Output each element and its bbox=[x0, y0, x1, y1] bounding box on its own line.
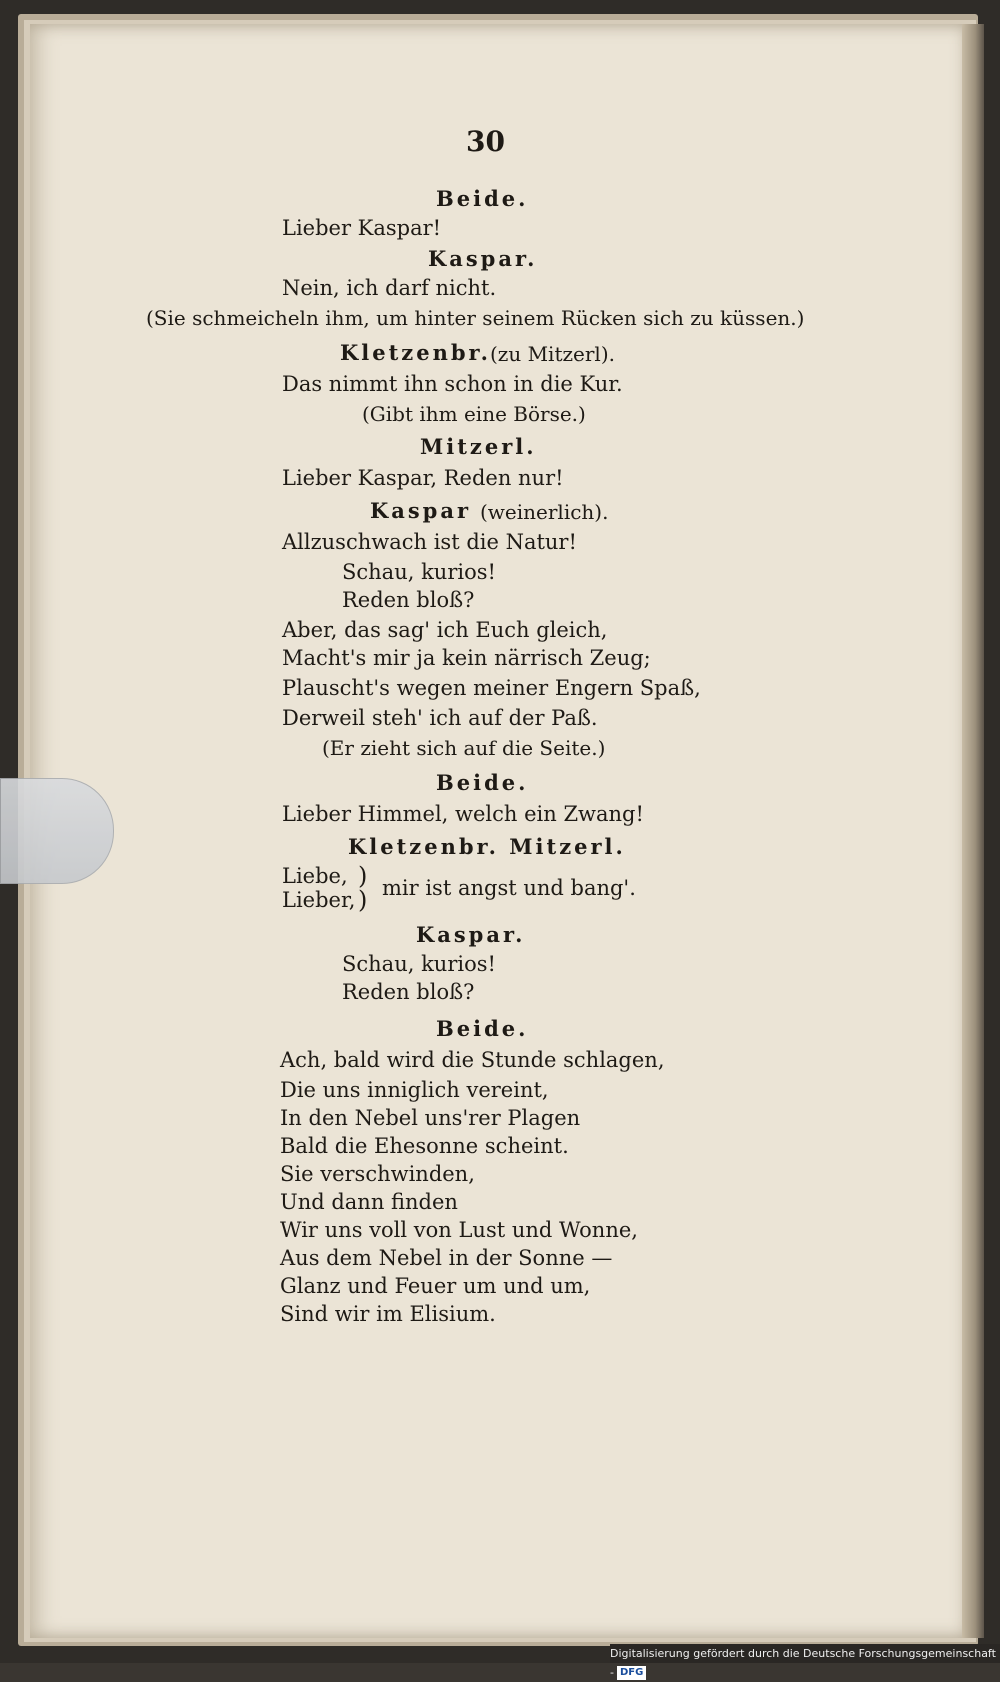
stage-direction: (zu Mitzerl). bbox=[490, 342, 615, 366]
verse-line: Reden bloß? bbox=[342, 588, 475, 612]
verse-line: Wir uns voll von Lust und Wonne, bbox=[280, 1218, 638, 1242]
speaker-heading: Kaspar. bbox=[428, 246, 538, 271]
verse-line: Nein, ich darf nicht. bbox=[282, 276, 497, 300]
speaker-heading: Beide. bbox=[436, 770, 529, 795]
speaker-heading: Mitzerl. bbox=[420, 434, 537, 459]
verse-line: Lieber Kaspar, Reden nur! bbox=[282, 466, 564, 490]
brace: ) bbox=[358, 886, 368, 914]
stage-direction: (Er zieht sich auf die Seite.) bbox=[322, 736, 606, 760]
bookmark-tab bbox=[0, 778, 114, 884]
page-number: 30 bbox=[466, 125, 505, 158]
verse-line: Liebe, bbox=[282, 864, 348, 888]
page-right-edge bbox=[962, 24, 984, 1638]
verse-line: Derweil steh' ich auf der Paß. bbox=[282, 706, 598, 730]
verse-line: Aber, das sag' ich Euch gleich, bbox=[282, 618, 608, 642]
verse-line: Schau, kurios! bbox=[342, 560, 496, 584]
speaker-heading: Kletzenbr. Mitzerl. bbox=[348, 834, 626, 859]
brace: ) bbox=[358, 862, 368, 890]
verse-line: In den Nebel uns'rer Plagen bbox=[280, 1106, 581, 1130]
credit-text: Digitalisierung gefördert durch die Deutsche Forschungsgemeinschaft - bbox=[610, 1647, 996, 1679]
verse-line: Sind wir im Elisium. bbox=[280, 1302, 496, 1326]
dfg-logo: DFG bbox=[617, 1666, 646, 1680]
verse-line: Schau, kurios! bbox=[342, 952, 496, 976]
stage-direction: (weinerlich). bbox=[480, 500, 609, 524]
verse-line: Lieber Himmel, welch ein Zwang! bbox=[282, 802, 644, 826]
verse-line: Lieber Kaspar! bbox=[282, 216, 442, 240]
verse-line: Plauscht's wegen meiner Engern Spaß, bbox=[282, 676, 701, 700]
verse-line: Ach, bald wird die Stunde schlagen, bbox=[280, 1048, 665, 1072]
verse-line: Glanz und Feuer um und um, bbox=[280, 1274, 591, 1298]
speaker-heading: Beide. bbox=[436, 1016, 529, 1041]
digitization-credit bbox=[610, 1644, 1000, 1679]
speaker-heading: Kletzenbr. bbox=[340, 340, 491, 365]
verse-line: mir ist angst und bang'. bbox=[382, 876, 636, 900]
speaker-heading: Kaspar. bbox=[416, 922, 526, 947]
verse-line: Die uns inniglich vereint, bbox=[280, 1078, 549, 1102]
verse-line: Sie verschwinden, bbox=[280, 1162, 475, 1186]
verse-line: Reden bloß? bbox=[342, 980, 475, 1004]
verse-line: Allzuschwach ist die Natur! bbox=[282, 530, 577, 554]
verse-line: Aus dem Nebel in der Sonne — bbox=[280, 1246, 613, 1270]
speaker-heading: Beide. bbox=[436, 186, 529, 211]
verse-line: Das nimmt ihn schon in die Kur. bbox=[282, 372, 623, 396]
verse-line: Macht's mir ja kein närrisch Zeug; bbox=[282, 646, 651, 670]
stage-direction: (Gibt ihm eine Börse.) bbox=[362, 402, 586, 426]
speaker-heading: Kaspar bbox=[370, 498, 472, 523]
stage-direction: (Sie schmeicheln ihm, um hinter seinem Rücken sich zu küssen.) bbox=[146, 306, 805, 330]
verse-line: Lieber, bbox=[282, 888, 356, 912]
verse-line: Bald die Ehesonne scheint. bbox=[280, 1134, 569, 1158]
verse-line: Und dann finden bbox=[280, 1190, 458, 1214]
